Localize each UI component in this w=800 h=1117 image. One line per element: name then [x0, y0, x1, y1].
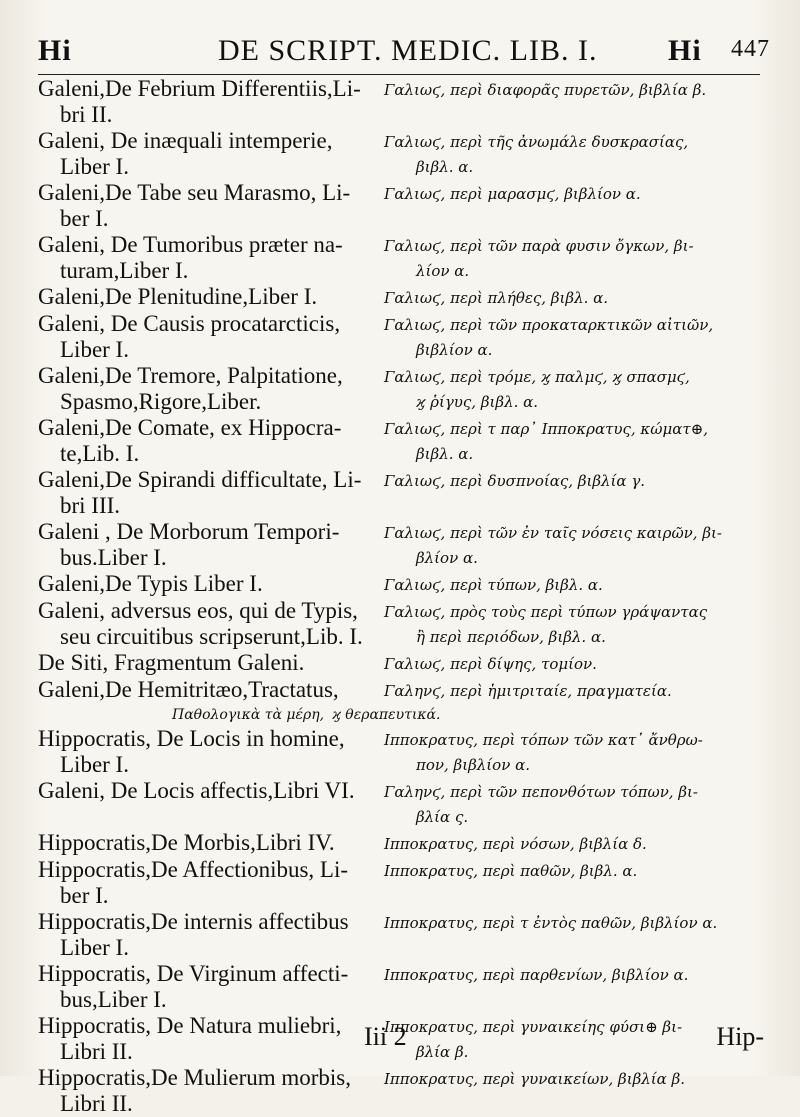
latin-title [38, 857, 366, 909]
text-line: Ιπποκρατυς, περὶ γυναικείων, βιβλία β. [384, 1070, 686, 1088]
greek-title [384, 76, 773, 128]
latin-title [38, 598, 366, 650]
text-line: Galeni,De Spirandi difficultate, Li- [38, 467, 362, 492]
entry-row [38, 598, 773, 650]
text-line: ϗ ῥίγυς, βιβλ. α. [416, 393, 539, 411]
text-line: βλία β. [416, 1043, 469, 1061]
entry-row [38, 128, 773, 180]
latin-title [38, 778, 366, 830]
text-line: Γαλιωϛ, περὶ τῶν παρὰ φυσιν ὄγκων, βι- [384, 237, 694, 255]
text-line: Γαλιωϛ, περὶ διαφορᾶς πυρετῶν, βιβλία β. [384, 81, 707, 99]
greek-title [384, 128, 773, 180]
entry-row [38, 232, 773, 284]
text-line: ber I. [60, 206, 109, 231]
text-line: Ιπποκρατυς, περὶ παθῶν, βιβλ. α. [384, 862, 638, 880]
entry-row [38, 180, 773, 232]
greek-title [384, 311, 773, 363]
text-line: Galeni,De Typis Liber I. [38, 571, 263, 596]
text-line: Hippocratis,De Mulierum morbis, [38, 1065, 352, 1090]
latin-title [38, 232, 366, 284]
latin-title [38, 128, 366, 180]
text-line: Galeni,De Hemitritæo,Tractatus, [38, 677, 339, 702]
greek-title [384, 778, 773, 830]
greek-title [384, 830, 773, 857]
text-line: Galeni,De Tabe seu Marasmo, Li- [38, 180, 351, 205]
entry-row [38, 519, 773, 571]
entry-row [38, 311, 773, 363]
text-line: Γαλιωϛ, περὶ τύπων, βιβλ. α. [384, 576, 603, 594]
text-line: Γαλιωϛ, περὶ τρόμε, ϗ παλμϛ, ϗ σπασμϛ, [384, 368, 690, 386]
latin-title [38, 180, 366, 232]
entry-row [38, 415, 773, 467]
catchword: Hip- [716, 1022, 764, 1051]
greek-title [384, 598, 773, 650]
latin-title [38, 726, 366, 778]
text-line: Galeni,De Tremore, Palpitatione, [38, 363, 343, 388]
latin-title [38, 415, 366, 467]
latin-title [38, 909, 366, 961]
text-line: bus.Liber I. [60, 545, 167, 570]
text-line: Ιπποκρατυς, περὶ παρθενίων, βιβλίον α. [384, 966, 689, 984]
text-line: Hippocratis, De Locis in homine, [38, 726, 345, 751]
text-line: Galeni , De Morborum Tempori- [38, 519, 340, 544]
latin-title [38, 677, 366, 704]
text-line: De Siti, Fragmentum Galeni. [38, 650, 305, 675]
text-line: te,Lib. I. [60, 441, 140, 466]
text-line: Γαλιωϛ, περὶ μαρασμϛ, βιβλίον α. [384, 185, 641, 203]
header-right-mark: Hi [668, 34, 702, 67]
running-head [38, 28, 770, 72]
entry-row [38, 857, 773, 909]
greek-title [384, 415, 773, 467]
text-line: Ιπποκρατυς, περὶ τ ἐντὸς παθῶν, βιβλίον α. [384, 914, 718, 932]
entry-row [38, 778, 773, 830]
latin-title [38, 830, 366, 857]
text-line: Ιπποκρατυς, περὶ τόπων τῶν κατ᾽ ἄνθρω- [384, 731, 703, 749]
text-line: Γαληνϛ, περὶ ἡμιτριταίε, πραγματεία. [384, 682, 672, 700]
text-line: Galeni, De Locis affectis,Libri VI. [38, 778, 355, 803]
text-line: Libri II. [60, 1039, 133, 1064]
text-line: Γαλιωϛ, περὶ πλήθες, βιβλ. α. [384, 289, 609, 307]
text-line: Galeni, De Causis procatarcticis, [38, 311, 341, 336]
text-line: Γαλιωϛ, περὶ δίψης, τομίον. [384, 655, 597, 673]
header-rule [38, 74, 760, 75]
text-line: Hippocratis,De internis affectibus [38, 909, 349, 934]
text-line: Γαλιωϛ, περὶ τῆς ἀνωμάλε δυσκρασίας, [384, 133, 689, 151]
greek-title [384, 180, 773, 232]
text-line: Hippocratis,De Morbis,Libri IV. [38, 830, 335, 855]
text-line: ἢ περὶ περιόδων, βιβλ. α. [416, 628, 606, 646]
entry-row [38, 284, 773, 311]
entry-row [38, 650, 773, 677]
text-line: ϗ θεραπευτικά. [332, 707, 441, 723]
text-line: βλία ς. [416, 808, 469, 826]
entry-row [38, 909, 773, 961]
text-line: Galeni, adversus eos, qui de Typis, [38, 598, 358, 623]
signature-mark: Iii 2 [364, 1022, 407, 1051]
text-line: Hippocratis, De Natura muliebri, [38, 1013, 342, 1038]
text-line: Hippocratis, De Virginum affecti- [38, 961, 349, 986]
text-line: Galeni,De Comate, ex Hippocra- [38, 415, 342, 440]
header-title: DE SCRIPT. MEDIC. LIB. I. [218, 34, 598, 67]
text-line: Γαληνϛ, περὶ τῶν πεπονθότων τόπων, βι- [384, 783, 698, 801]
header-left-mark: Hi [38, 34, 72, 67]
text-line: bri II. [60, 102, 113, 127]
greek-title [384, 857, 773, 909]
greek-title [384, 467, 773, 519]
entry-row [38, 571, 773, 598]
greek-title [384, 677, 773, 704]
text-line: Galeni, De Tumoribus præter na- [38, 232, 343, 257]
text-line: Γαλιωϛ, περὶ τῶν προκαταρκτικῶν αἰτιῶν, [384, 316, 714, 334]
text-line: bus,Liber I. [60, 987, 167, 1012]
text-line: βλίον α. [416, 549, 478, 567]
greek-title [384, 232, 773, 284]
text-line: πον, βιβλίον α. [416, 756, 530, 774]
greek-title [384, 650, 773, 677]
page-number: 447 [731, 36, 770, 62]
entry-row [38, 76, 773, 128]
page-footer [38, 1022, 770, 1062]
greek-title [384, 519, 773, 571]
entry-row [38, 830, 773, 857]
latin-title [38, 363, 366, 415]
latin-title [38, 961, 366, 1013]
text-line: Galeni,De Plenitudine,Liber I. [38, 284, 318, 309]
latin-title [38, 650, 366, 677]
entry-list [38, 76, 773, 1117]
text-line: turam,Liber I. [60, 258, 189, 283]
greek-title [384, 909, 773, 961]
text-line: bri III. [60, 493, 121, 518]
text-line: Ιπποκρατυς, περὶ γυναικείης φύσι⊕ βι- [384, 1018, 683, 1036]
text-line: Γαλιωϛ, πρὸς τοὺς περὶ τύπων γράψαντας [384, 603, 708, 621]
text-line: βιβλ. α. [416, 158, 474, 176]
text-line: λίον α. [416, 262, 470, 280]
text-line: βιβλίον α. [416, 341, 493, 359]
greek-title [384, 571, 773, 598]
text-line: Γαλιωϛ, περὶ δυσπνοίας, βιβλία γ. [384, 472, 646, 490]
text-line: seu circuitibus scripserunt,Lib. I. [60, 624, 363, 649]
greek-title [384, 1065, 773, 1117]
text-line: Galeni,De Febrium Differentiis,Li- [38, 76, 361, 101]
greek-title [384, 961, 773, 1013]
latin-title [38, 284, 366, 311]
text-line: Liber I. [60, 337, 129, 362]
entry-row [38, 961, 773, 1013]
greek-title [384, 363, 773, 415]
entry-row [38, 677, 773, 704]
text-line: ber I. [60, 883, 109, 908]
text-line: Ιπποκρατυς, περὶ νόσων, βιβλία δ. [384, 835, 647, 853]
text-line: Παθολογικὰ τὰ μέρη, [172, 707, 325, 723]
latin-title [38, 519, 366, 571]
text-line: Hippocratis,De Affectionibus, Li- [38, 857, 349, 882]
entry-row [38, 1065, 773, 1117]
text-line: Spasmo,Rigore,Liber. [60, 389, 262, 414]
entry-row [38, 467, 773, 519]
text-line: Liber I. [60, 154, 129, 179]
text-line: Γαλιωϛ, περὶ τ παρ᾽ Ιπποκρατυς, κώματ⊕, [384, 420, 709, 438]
text-line: Γαλιωϛ, περὶ τῶν ἐν ταῖς νόσεις καιρῶν, βι- [384, 524, 722, 542]
greek-title [384, 726, 773, 778]
text-line: βιβλ. α. [416, 445, 474, 463]
latin-title [38, 1065, 366, 1117]
text-line: Liber I. [60, 752, 129, 777]
entry-row [38, 363, 773, 415]
latin-title [38, 571, 366, 598]
latin-title [38, 311, 366, 363]
entry-row [38, 726, 773, 778]
subject-note [38, 704, 773, 726]
latin-title [38, 76, 366, 128]
text-line: Liber I. [60, 935, 129, 960]
text-line: Libri II. [60, 1091, 133, 1116]
text-line: Galeni, De inæquali intemperie, [38, 128, 333, 153]
greek-title [384, 284, 773, 311]
latin-title [38, 467, 366, 519]
